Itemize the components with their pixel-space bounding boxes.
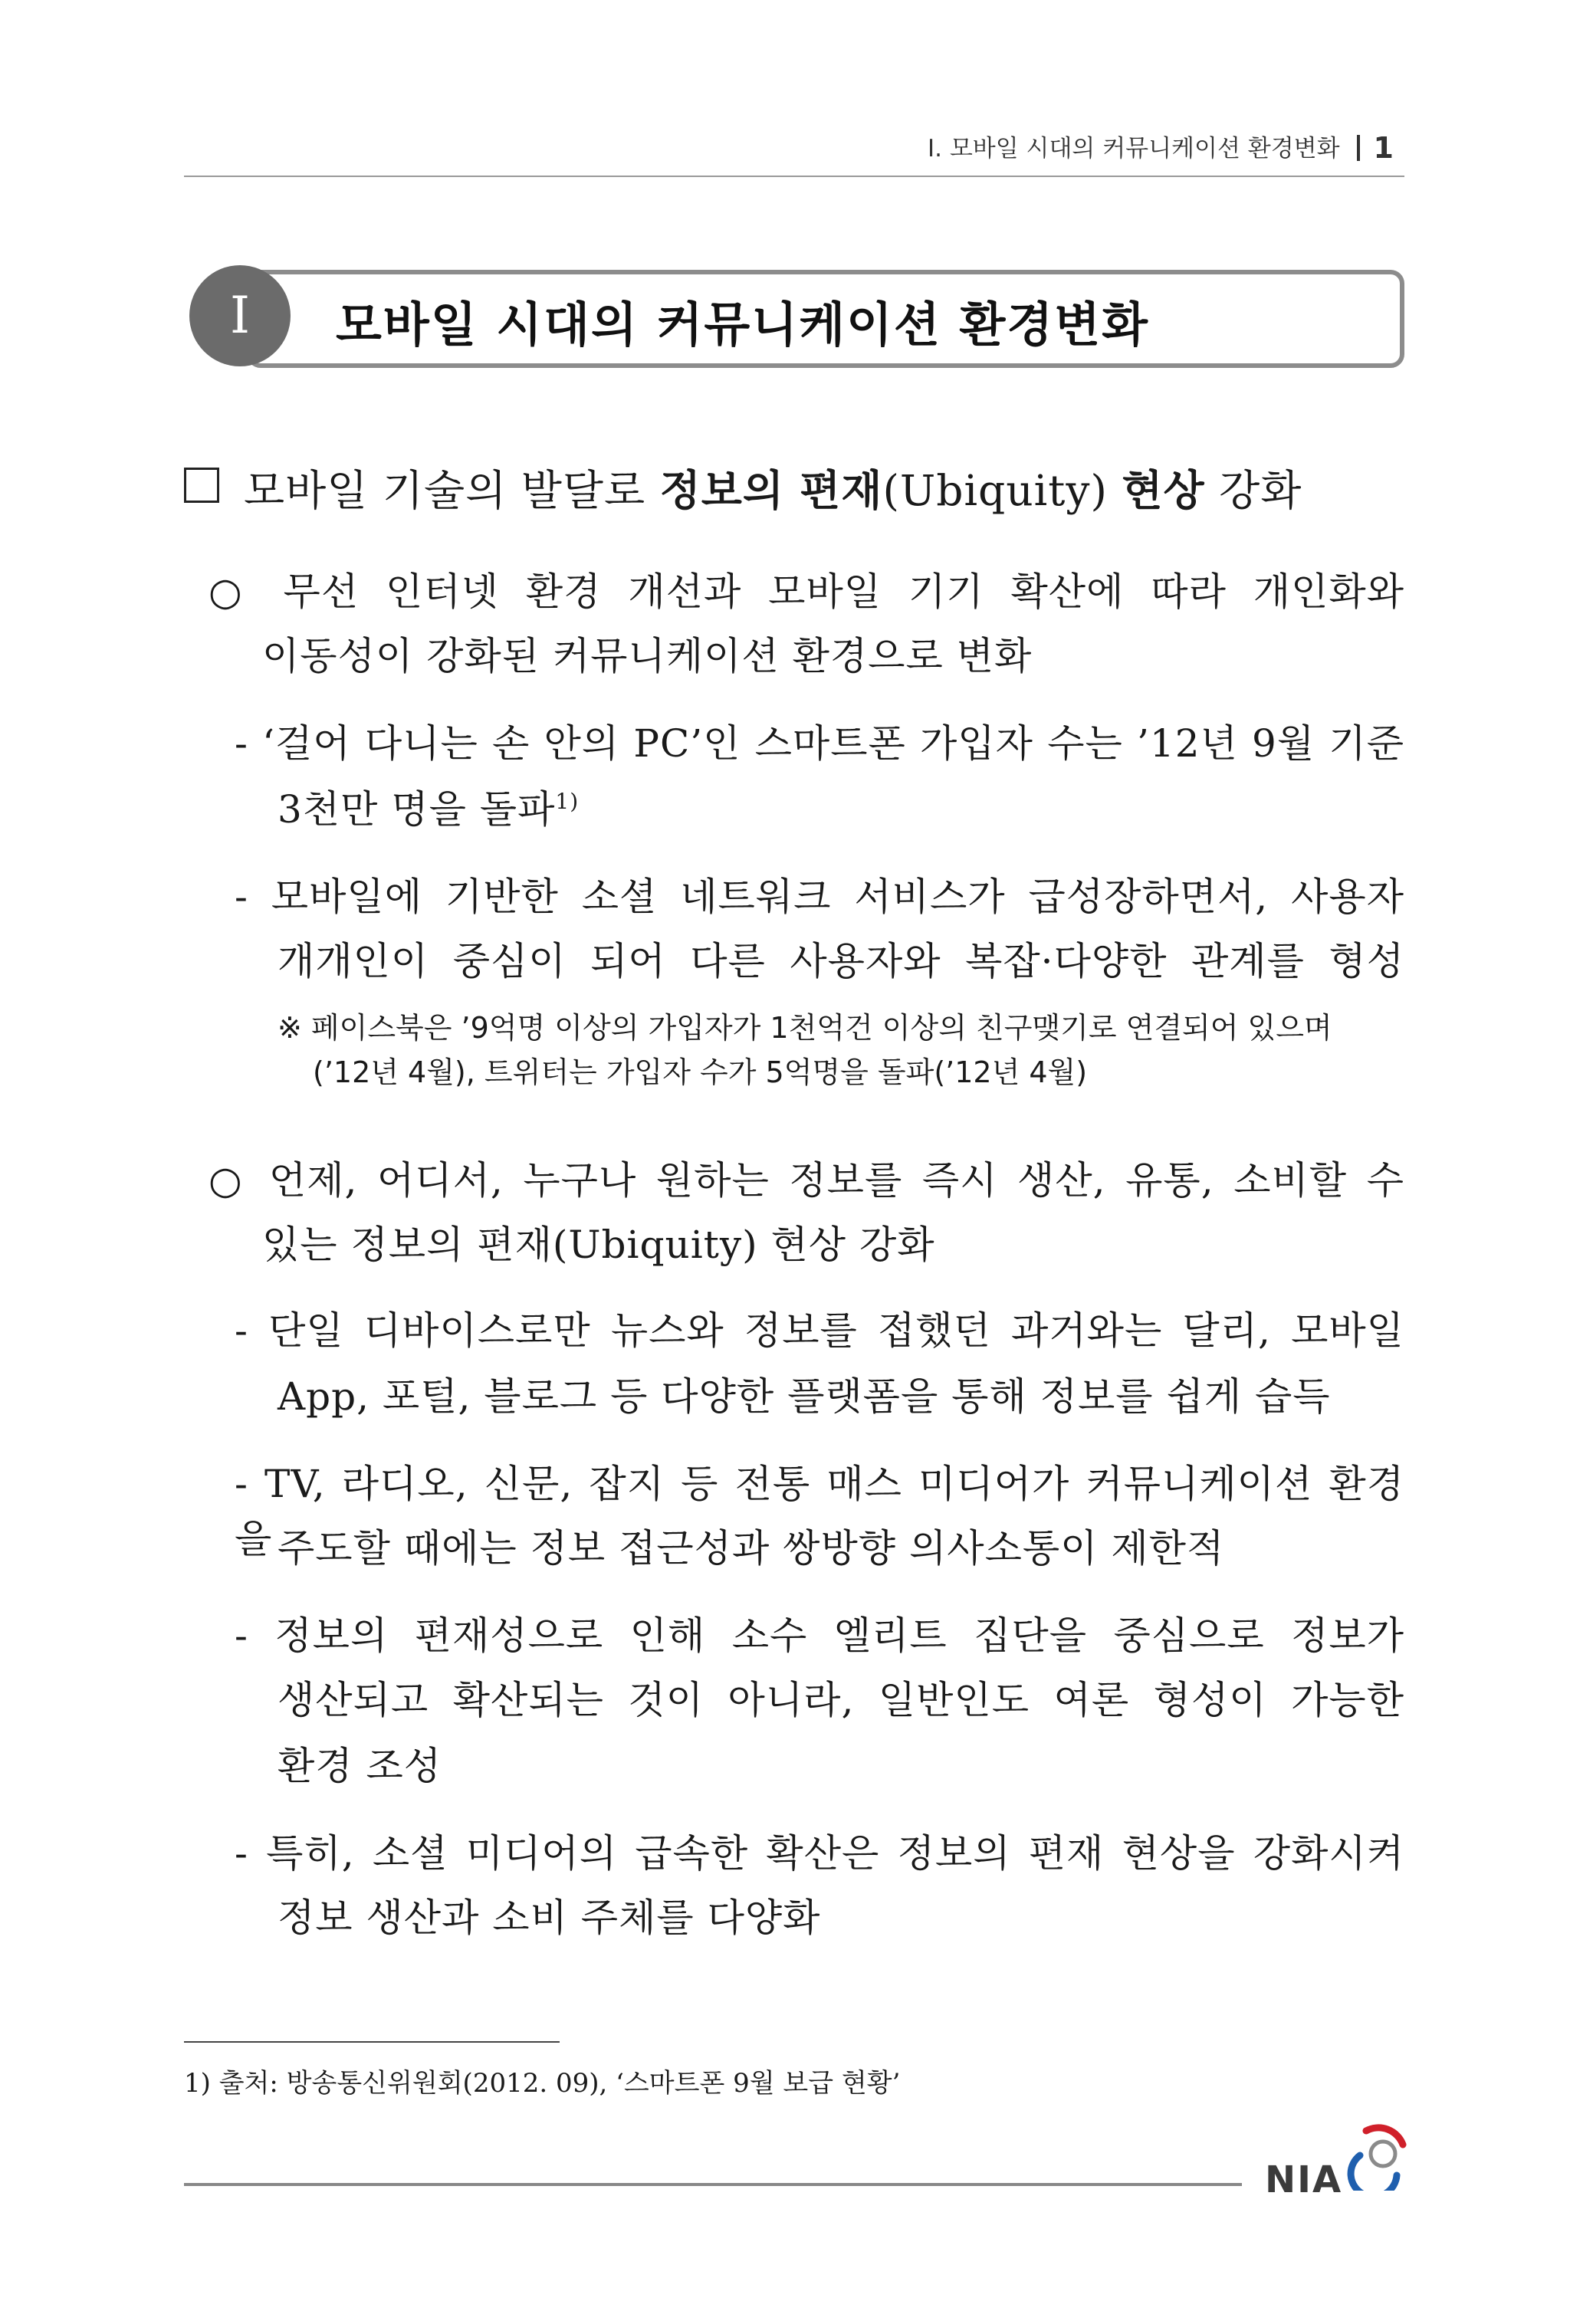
sub4-line1: - TV, 라디오, 신문, 잡지 등 전통 매스 미디어가 커뮤니케이션 환경을 bbox=[235, 1462, 1404, 1561]
running-header bbox=[928, 129, 1394, 165]
heading-bold-2: 현상 bbox=[1122, 465, 1205, 515]
sub3-line2: App, 포털, 블로그 등 다양한 플랫폼을 통해 정보를 쉽게 습득 bbox=[278, 1374, 1331, 1419]
header-rule bbox=[184, 176, 1404, 177]
sub4-line2: 주도할 때에는 정보 접근성과 쌍방향 의사소통이 제한적 bbox=[278, 1526, 1225, 1571]
checkbox-bullet-icon bbox=[184, 468, 219, 503]
remark-line2: (’12년 4월), 트위터는 가입자 수가 5억명을 돌파(’12년 4월) bbox=[313, 1055, 1088, 1089]
sub2-line2: 개개인이 중심이 되어 다른 사용자와 복잡·다양한 관계를 형성 bbox=[278, 939, 1404, 983]
running-title: Ⅰ. 모바일 시대의 커뮤니케이션 환경변화 bbox=[927, 135, 1340, 162]
footnote-rule bbox=[184, 2041, 560, 2043]
main-heading: 모바일 기술의 발달로 정보의 편재(Ubiquity) 현상 강화 bbox=[244, 465, 1302, 515]
point1-line1: ○ 무선 인터넷 환경 개선과 모바일 기기 확산에 따라 개인화와 bbox=[209, 570, 1404, 614]
header-separator bbox=[1357, 135, 1360, 161]
footer-rule bbox=[184, 2183, 1242, 2186]
heading-bold: 정보의 편재 bbox=[659, 465, 883, 515]
point2-line2: 있는 정보의 편재(Ubiquity) 현상 강화 bbox=[262, 1223, 935, 1267]
sub1-line1: - ‘걸어 다니는 손 안의 PC’인 스마트폰 가입자 수는 ’12년 9월 기준 bbox=[235, 721, 1404, 766]
page-number: 1 bbox=[1373, 131, 1394, 165]
section-number-badge: Ⅰ bbox=[189, 265, 291, 366]
remark-line1: ※ 페이스북은 ’9억명 이상의 가입자가 1천억건 이상의 친구맺기로 연결되어 있으며 bbox=[278, 1011, 1332, 1045]
section-title: 모바일 시대의 커뮤니케이션 환경변화 bbox=[336, 297, 1150, 353]
sub6-line1: - 특히, 소셜 미디어의 급속한 확산은 정보의 편재 현상을 강화시켜 bbox=[235, 1831, 1404, 1876]
sub5-line3: 환경 조성 bbox=[278, 1744, 442, 1788]
sub3-line1: - 단일 디바이스로만 뉴스와 정보를 접했던 과거와는 달리, 모바일 bbox=[235, 1308, 1404, 1353]
sub6-line2: 정보 생산과 소비 주체를 다양화 bbox=[278, 1896, 821, 1940]
footnote-ref: 1) bbox=[555, 789, 580, 814]
point2-line1: ○ 언제, 어디서, 누구나 원하는 정보를 즉시 생산, 유통, 소비할 수 bbox=[209, 1158, 1404, 1203]
sub2-line1: - 모바일에 기반한 소셜 네트워크 서비스가 급성장하면서, 사용자 bbox=[235, 875, 1404, 919]
point1-line2: 이동성이 강화된 커뮤니케이션 환경으로 변화 bbox=[262, 634, 1033, 678]
nia-logo-icon bbox=[1343, 2122, 1412, 2191]
sub1-line2: 3천만 명을 돌파$^{1)}$ bbox=[278, 787, 580, 832]
nia-logo-text: NIA bbox=[1265, 2158, 1343, 2201]
footnote: 1) 출처: 방송통신위원회(2012. 09), ‘스마트폰 9월 보급 현황’ bbox=[184, 2068, 901, 2099]
sub5-line1: - 정보의 편재성으로 인해 소수 엘리트 집단을 중심으로 정보가 bbox=[235, 1613, 1404, 1658]
sub5-line2: 생산되고 확산되는 것이 아니라, 일반인도 여론 형성이 가능한 bbox=[278, 1678, 1404, 1722]
